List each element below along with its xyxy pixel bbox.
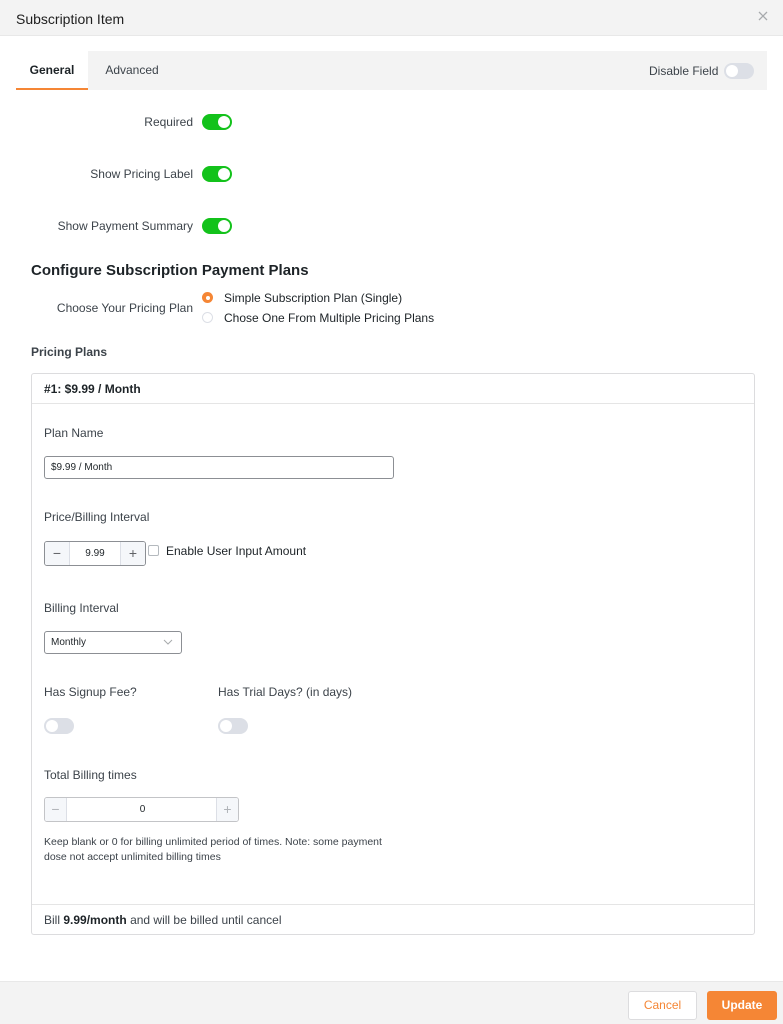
required-toggle[interactable] bbox=[202, 114, 232, 130]
modal-header bbox=[0, 0, 783, 36]
billing-interval-label: Billing Interval bbox=[44, 601, 119, 615]
billing-interval-value: Monthly bbox=[51, 637, 87, 648]
chevron-down-icon bbox=[163, 639, 173, 645]
total-billing-stepper[interactable] bbox=[44, 797, 239, 822]
enable-user-input-label[interactable]: Enable User Input Amount bbox=[166, 544, 307, 558]
trial-days-label: Has Trial Days? (in days) bbox=[218, 685, 353, 699]
disable-field-label: Disable Field bbox=[649, 64, 719, 78]
cancel-button[interactable]: Cancel bbox=[628, 991, 697, 1020]
simple-plan-radio[interactable] bbox=[202, 292, 213, 303]
total-billing-help-text: Keep blank or 0 for billing unlimited period of times. Note: some payment dose not accept unlimited billing times bbox=[44, 836, 382, 863]
plan-name-input[interactable] bbox=[44, 456, 394, 479]
plan-name-label: Plan Name bbox=[44, 426, 104, 440]
show-payment-summary-toggle[interactable] bbox=[202, 218, 232, 234]
required-label: Required bbox=[144, 115, 193, 129]
close-icon[interactable] bbox=[757, 10, 769, 22]
config-section-title: Configure Subscription Payment Plans bbox=[31, 262, 309, 279]
enable-user-input-checkbox[interactable] bbox=[148, 545, 159, 556]
plan-header: #1: $9.99 / Month bbox=[32, 374, 754, 404]
price-stepper[interactable] bbox=[44, 541, 146, 566]
tab-general[interactable]: General bbox=[16, 51, 88, 90]
show-pricing-label-toggle[interactable] bbox=[202, 166, 232, 182]
signup-fee-label: Has Signup Fee? bbox=[44, 685, 137, 699]
tabs-bar bbox=[16, 51, 767, 90]
multiple-plans-radio[interactable] bbox=[202, 312, 213, 323]
show-payment-summary-label: Show Payment Summary bbox=[57, 219, 193, 233]
choose-pricing-plan-label: Choose Your Pricing Plan bbox=[56, 301, 193, 315]
signup-fee-toggle[interactable] bbox=[44, 718, 74, 734]
total-billing-increment-button[interactable]: + bbox=[216, 798, 238, 821]
multiple-plans-label[interactable]: Chose One From Multiple Pricing Plans bbox=[224, 311, 435, 325]
simple-plan-label[interactable]: Simple Subscription Plan (Single) bbox=[224, 291, 403, 305]
plan-summary bbox=[32, 904, 754, 934]
summary-prefix: Bill bbox=[44, 913, 61, 927]
summary-amount: 9.99/month bbox=[63, 913, 127, 927]
pricing-plans-title: Pricing Plans bbox=[31, 345, 108, 359]
price-decrement-button[interactable]: − bbox=[45, 542, 70, 565]
summary-suffix: and will be billed until cancel bbox=[130, 913, 282, 927]
billing-interval-select[interactable] bbox=[44, 631, 182, 654]
show-pricing-label-label: Show Pricing Label bbox=[90, 167, 193, 181]
trial-days-toggle[interactable] bbox=[218, 718, 248, 734]
total-billing-input[interactable] bbox=[67, 798, 218, 821]
price-increment-button[interactable]: + bbox=[120, 542, 145, 565]
total-billing-decrement-button[interactable]: − bbox=[45, 798, 67, 821]
tab-advanced[interactable]: Advanced bbox=[105, 63, 159, 77]
pricing-plan-card bbox=[31, 373, 755, 935]
modal-title: Subscription Item bbox=[16, 11, 125, 27]
disable-field-toggle[interactable] bbox=[724, 63, 754, 79]
modal-footer bbox=[0, 981, 783, 1024]
total-billing-times-label: Total Billing times bbox=[44, 768, 137, 782]
price-billing-interval-label: Price/Billing Interval bbox=[44, 510, 150, 524]
price-input[interactable] bbox=[70, 542, 120, 565]
update-button[interactable]: Update bbox=[707, 991, 777, 1020]
